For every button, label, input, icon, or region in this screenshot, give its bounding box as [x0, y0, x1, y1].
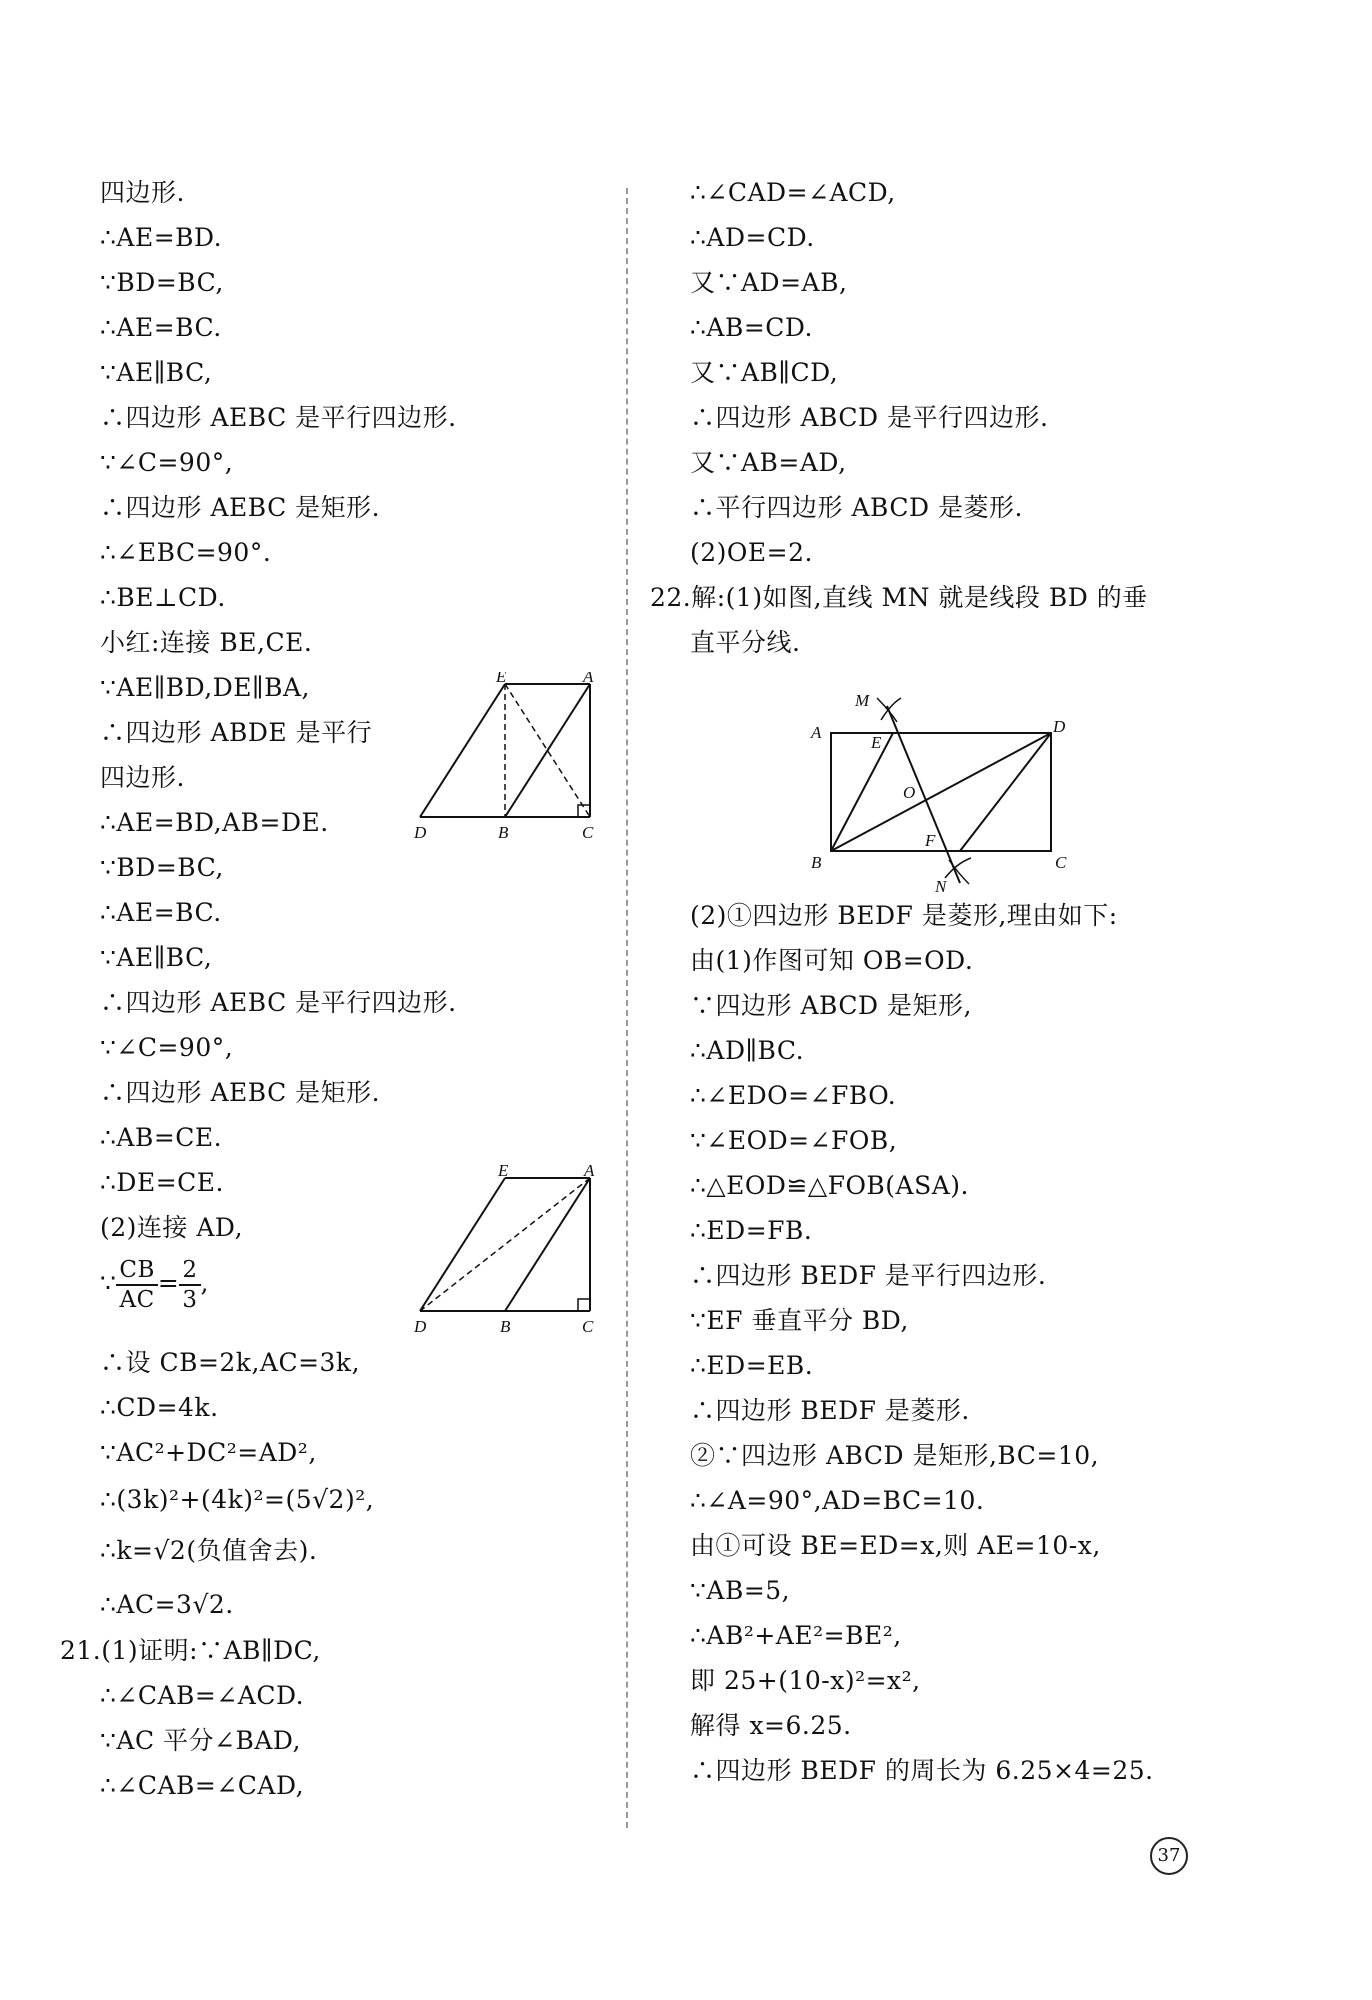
text-line: 由①可设 BE=ED=x,则 AE=10-x, [690, 1531, 1101, 1560]
figure-parallelogram-1 [410, 672, 595, 847]
fraction-left [116, 1256, 158, 1314]
label-A: A [583, 672, 594, 686]
label-A: A [584, 1164, 595, 1180]
fraction-numerator: CB [116, 1256, 158, 1286]
text-line: ∴DE=CE. [100, 1168, 224, 1197]
text-line: ∴四边形 BEDF 是菱形. [690, 1396, 970, 1425]
page-number: 37 [1150, 1837, 1188, 1875]
text-line: ∵∠C=90°, [100, 448, 234, 477]
text-line: 即 25+(10-x)²=x², [690, 1666, 921, 1695]
text-line: 由(1)作图可知 OB=OD. [690, 946, 974, 975]
label-M: M [855, 691, 870, 710]
comma: , [200, 1268, 209, 1298]
label-F: F [925, 831, 936, 850]
label-E: E [496, 672, 507, 686]
text-line: ∵四边形 ABCD 是矩形, [690, 991, 972, 1020]
text-line: ∵AE∥BC, [100, 943, 213, 972]
text-line: ∴AB=CD. [690, 313, 814, 342]
text-line: ∵AB=5, [690, 1576, 791, 1605]
text-line: ∴四边形 BEDF 是平行四边形. [690, 1261, 1047, 1290]
text-line: ∴AB²+AE²=BE², [690, 1621, 902, 1650]
text-line: 22.解:(1)如图,直线 MN 就是线段 BD 的垂 [650, 583, 1148, 612]
text-line: ∵BD=BC, [100, 268, 224, 297]
label-C: C [582, 823, 594, 842]
fraction-right [179, 1256, 200, 1314]
text-line: ∴∠CAD=∠ACD, [690, 178, 896, 207]
label-D: D [1053, 717, 1066, 736]
text-line: ∵∠EOD=∠FOB, [690, 1126, 898, 1155]
text-line: ∴AD∥BC. [690, 1036, 805, 1065]
text-line: (2)OE=2. [690, 538, 813, 567]
text-line: ∴四边形 AEBC 是矩形. [100, 1078, 381, 1107]
text-line: ∵AE∥BD,DE∥BA, [100, 673, 310, 702]
text-line: 又∵AD=AB, [690, 268, 848, 297]
figure-parallelogram-2 [410, 1164, 595, 1339]
text-line: (2)①四边形 BEDF 是菱形,理由如下: [690, 901, 1118, 930]
text-line: ∵AC 平分∠BAD, [100, 1726, 302, 1755]
text-line: ∴AE=BC. [100, 898, 222, 927]
fraction-line [100, 1256, 209, 1314]
text-line: ∴平行四边形 ABCD 是菱形. [690, 493, 1023, 522]
text-line: 解得 x=6.25. [690, 1711, 852, 1740]
text-line: ∴∠CAB=∠CAD, [100, 1771, 305, 1800]
text-line: ∴BE⊥CD. [100, 583, 226, 612]
text-line: ∴AE=BD. [100, 223, 223, 252]
label-D: D [414, 1317, 427, 1336]
text-line: ∴k=√2(负值舍去). [100, 1536, 318, 1565]
text-line: 四边形. [100, 178, 185, 207]
text-line: ∴(3k)²+(4k)²=(5√2)², [100, 1485, 375, 1514]
text-line: ∴四边形 AEBC 是平行四边形. [100, 403, 457, 432]
text-line: ∵EF 垂直平分 BD, [690, 1306, 909, 1335]
text-line: ∴AC=3√2. [100, 1590, 234, 1619]
text-line: 21.(1)证明:∵AB∥DC, [60, 1636, 321, 1665]
text-line: ②∵四边形 ABCD 是矩形,BC=10, [690, 1441, 1100, 1470]
text-line: ∴ED=EB. [690, 1351, 814, 1380]
text-line: ∴AE=BC. [100, 313, 222, 342]
text-line: ∴∠EDO=∠FBO. [690, 1081, 897, 1110]
text-line: ∵AC²+DC²=AD², [100, 1438, 317, 1467]
label-B: B [811, 853, 822, 872]
text-line: 又∵AB=AD, [690, 448, 847, 477]
text-line: ∴AB=CE. [100, 1123, 223, 1152]
label-C: C [1055, 853, 1067, 872]
text-line: ∴∠A=90°,AD=BC=10. [690, 1486, 985, 1515]
text-line: ∴AE=BD,AB=DE. [100, 808, 329, 837]
text-line: ∴设 CB=2k,AC=3k, [100, 1348, 361, 1377]
text-line: ∴∠EBC=90°. [100, 538, 272, 567]
label-N: N [935, 877, 947, 896]
label-E: E [498, 1164, 509, 1180]
fraction-numerator: 2 [179, 1256, 200, 1286]
text-line: ∴四边形 AEBC 是矩形. [100, 493, 381, 522]
text-line: ∴∠CAB=∠ACD. [100, 1681, 305, 1710]
text-line: 四边形. [100, 763, 185, 792]
equals-sign: = [157, 1268, 180, 1298]
text-line: 小红:连接 BE,CE. [100, 628, 313, 657]
label-O: O [903, 783, 916, 802]
label-E: E [871, 733, 882, 752]
because-symbol: ∵ [100, 1268, 117, 1298]
text-line: 又∵AB∥CD, [690, 358, 839, 387]
fraction-denominator: AC [119, 1287, 155, 1313]
label-A: A [811, 723, 822, 742]
text-line: ∴△EOD≌△FOB(ASA). [690, 1171, 969, 1200]
text-line: ∴ED=FB. [690, 1216, 813, 1245]
text-line: ∵BD=BC, [100, 853, 224, 882]
text-line: 直平分线. [690, 628, 801, 657]
label-B: B [498, 823, 509, 842]
text-line: ∴四边形 ABCD 是平行四边形. [690, 403, 1049, 432]
text-line: ∴四边形 AEBC 是平行四边形. [100, 988, 457, 1017]
label-B: B [500, 1317, 511, 1336]
text-line: ∴AD=CD. [690, 223, 815, 252]
text-line: (2)连接 AD, [100, 1213, 244, 1242]
figure-rectangle-construction [805, 688, 1070, 898]
label-D: D [414, 823, 427, 842]
text-line: ∴四边形 ABDE 是平行 [100, 718, 373, 747]
text-line: ∴四边形 BEDF 的周长为 6.25×4=25. [690, 1756, 1154, 1785]
text-line: ∵∠C=90°, [100, 1033, 234, 1062]
label-C: C [582, 1317, 594, 1336]
fraction-denominator: 3 [182, 1287, 198, 1313]
column-divider [626, 188, 628, 1828]
text-line: ∵AE∥BC, [100, 358, 213, 387]
text-line: ∴CD=4k. [100, 1393, 219, 1422]
